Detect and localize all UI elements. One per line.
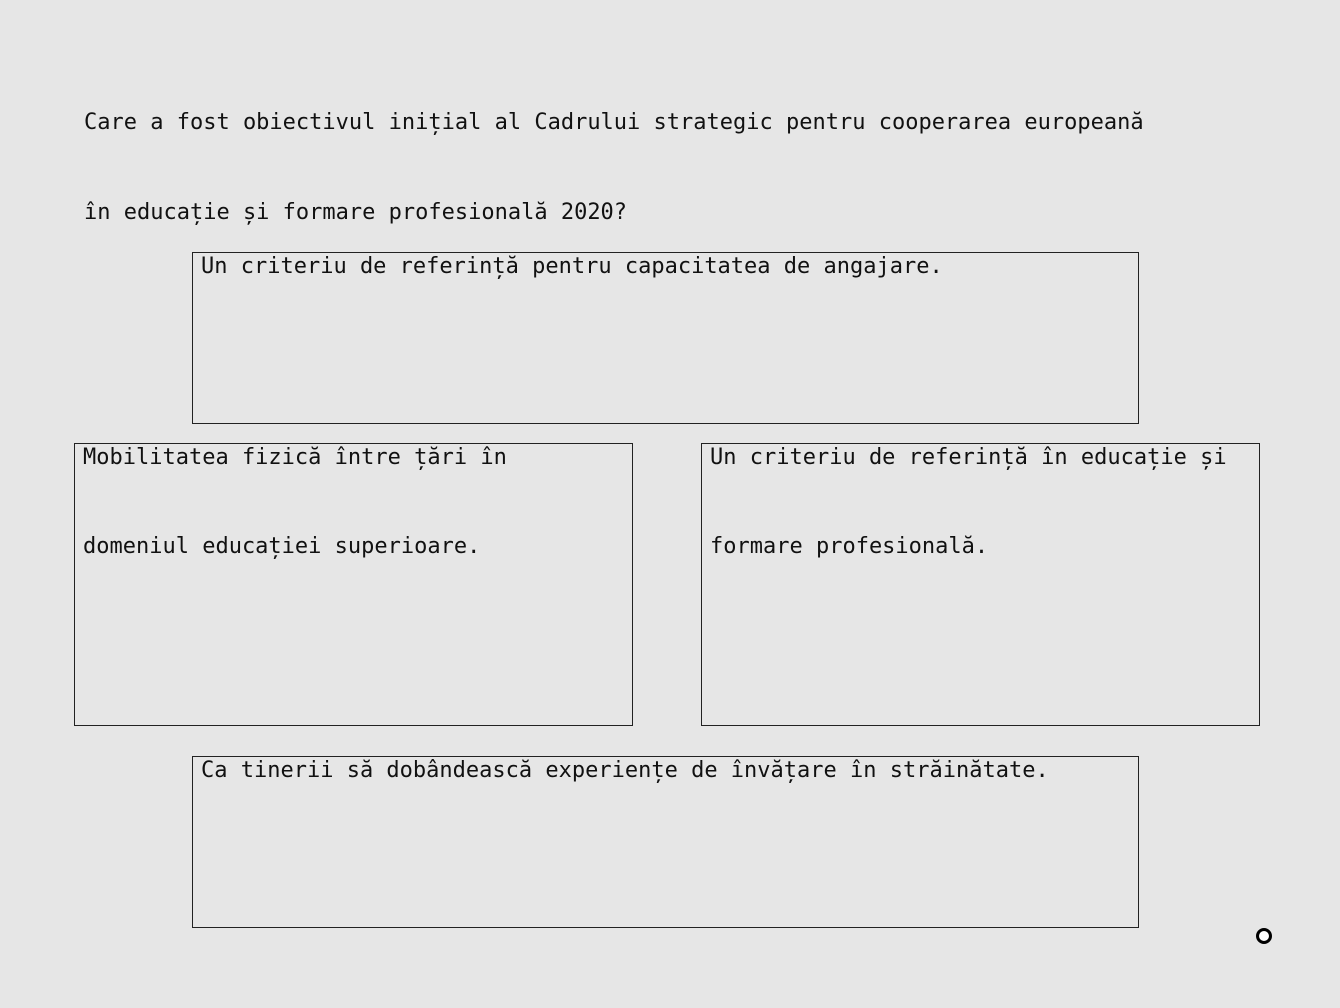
answer-option-3[interactable] — [701, 443, 1260, 726]
answer-option-1-label: Un criteriu de referință pentru capacitatea de angajare. — [201, 254, 943, 279]
question-text: Care a fost obiectivul inițial al Cadrului strategic pentru cooperarea europeană în educație și formare profesională 2020? — [84, 110, 1144, 225]
answer-option-1[interactable] — [192, 252, 1139, 424]
answer-option-4-label: Ca tinerii să dobândească experiențe de învățare în străinătate. — [201, 758, 1049, 783]
answer-option-2-label: Mobilitatea fizică între țări în domeniul educației superioare. — [83, 445, 507, 559]
answer-option-2[interactable] — [74, 443, 633, 726]
mouse-cursor-icon — [1255, 927, 1273, 945]
answer-option-3-label: Un criteriu de referință în educație și formare profesională. — [710, 445, 1227, 559]
answer-option-4[interactable] — [192, 756, 1139, 928]
